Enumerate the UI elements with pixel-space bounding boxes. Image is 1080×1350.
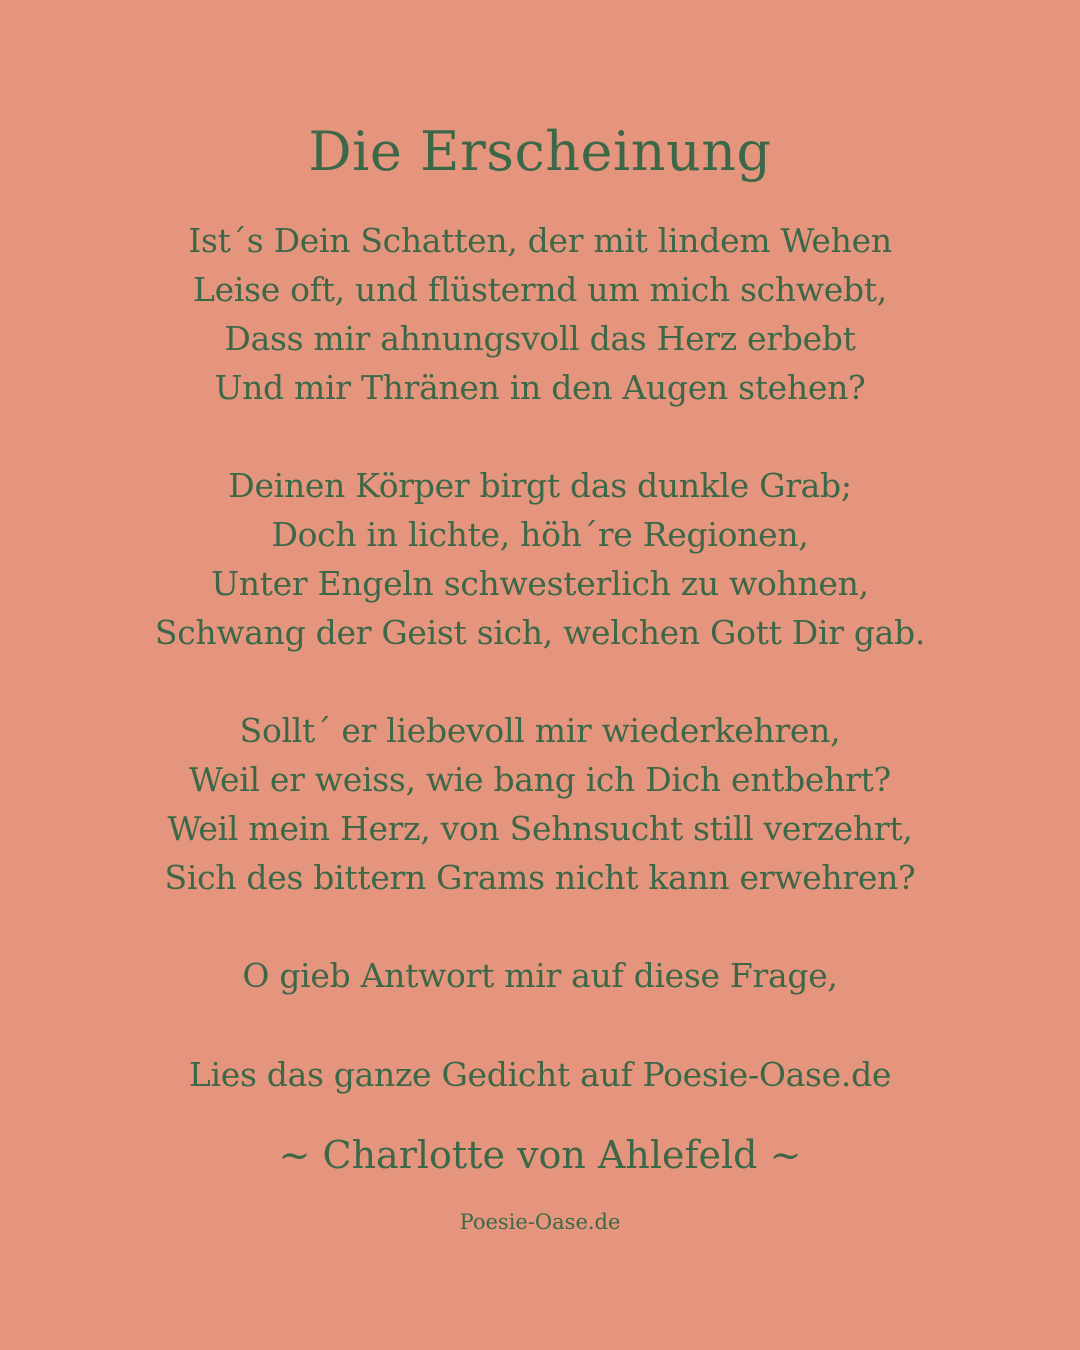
- poem-author: ~ Charlotte von Ahlefeld ~: [278, 1133, 802, 1177]
- poem-body: [0, 216, 1080, 1049]
- poem-line: Doch in lichte, höh´re Regionen,: [271, 515, 809, 554]
- poem-line: O gieb Antwort mir auf diese Frage,: [242, 956, 838, 995]
- poem-line: Schwang der Geist sich, welchen Gott Dir gab.: [154, 613, 926, 652]
- poem-line: Dass mir ahnungsvoll das Herz erbebt: [224, 319, 856, 358]
- stanza-2: [0, 461, 1080, 657]
- read-full-poem-text: Lies das ganze Gedicht auf Poesie-Oase.de: [188, 1055, 892, 1094]
- poem-line: Leise oft, und flüsternd um mich schwebt,: [193, 270, 887, 309]
- website-label: Poesie-Oase.de: [459, 1210, 621, 1234]
- poem-line: Deinen Körper birgt das dunkle Grab;: [228, 466, 852, 505]
- poem-title: Die Erscheinung: [308, 120, 772, 183]
- poem-line: Sollt´ er liebevoll mir wiederkehren,: [239, 711, 841, 750]
- poem-line: Weil er weiss, wie bang ich Dich entbehrt?: [189, 760, 891, 799]
- stanza-4: [0, 951, 1080, 1000]
- poem-line: Ist´s Dein Schatten, der mit lindem Wehen: [188, 221, 892, 260]
- stanza-3: [0, 706, 1080, 902]
- poem-line: Weil mein Herz, von Sehnsucht still verzehrt,: [167, 809, 913, 848]
- poem-line: Und mir Thränen in den Augen stehen?: [214, 368, 866, 407]
- stanza-1: [0, 216, 1080, 412]
- poem-line: Sich des bittern Grams nicht kann erwehren?: [164, 858, 916, 897]
- poem-line: Unter Engeln schwesterlich zu wohnen,: [211, 564, 869, 603]
